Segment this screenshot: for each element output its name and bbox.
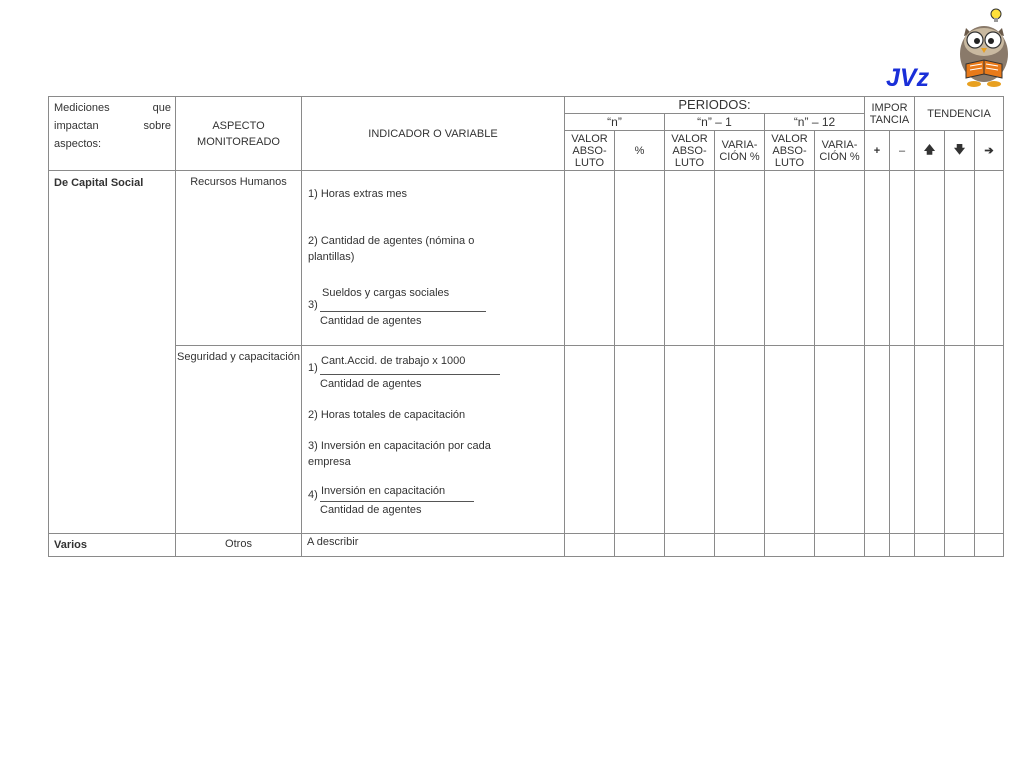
trend-down-arrow-icon: 🡇 <box>945 131 975 171</box>
header-tendencia: TENDENCIA <box>915 97 1004 131</box>
fraction-bar <box>320 501 474 502</box>
importance-plus: + <box>865 131 890 171</box>
fraction-bar <box>320 311 486 312</box>
logo <box>884 6 1024 92</box>
header-indicador: INDICADOR O VARIABLE <box>302 97 565 171</box>
fraction-bar <box>320 374 500 375</box>
indicator-4-denominator: Cantidad de agentes <box>320 504 422 516</box>
aspect-seguridad-capacitacion: Seguridad y capacitación <box>176 346 302 534</box>
indicator-a-describir: A describir <box>302 534 565 557</box>
indicator-cantidad-agentes-line2: plantillas) <box>308 251 355 263</box>
indicator-inversion-line1: 3) Inversión en capacitación por cada <box>308 440 491 452</box>
trend-up-arrow-icon: 🡅 <box>915 131 945 171</box>
header-period-n-1: “n” – 1 <box>665 114 765 131</box>
row-recursos-humanos <box>49 171 1004 346</box>
header-aspecto: ASPECTO MONITOREADO <box>176 97 302 171</box>
row-varios <box>49 534 1004 557</box>
importance-minus: – <box>890 131 915 171</box>
indicator-1-numerator: Cant.Accid. de trabajo x 1000 <box>321 355 466 367</box>
monitoring-table <box>48 96 1004 557</box>
indicator-3-prefix: 3) <box>308 299 318 311</box>
header-periodos: PERIODOS: <box>565 97 865 114</box>
indicator-4-numerator: Inversión en capacitación <box>321 485 446 497</box>
row-seguridad-capacitacion <box>49 346 1004 534</box>
owl-mascot-image <box>952 6 1018 90</box>
indicator-horas-capacitacion: 2) Horas totales de capacitación <box>308 409 466 421</box>
indicators-seguridad-capacitacion <box>302 346 565 534</box>
category-varios: Varios <box>49 534 176 557</box>
aspect-recursos-humanos: Recursos Humanos <box>176 171 302 346</box>
header-variacion: VARIA- CIÓN % <box>815 131 865 171</box>
header-valor-absoluto: VALOR ABSO- LUTO <box>665 131 715 171</box>
header-period-n: “n” <box>565 114 665 131</box>
indicator-cantidad-agentes-line1: 2) Cantidad de agentes (nómina o <box>308 235 475 247</box>
aspect-otros: Otros <box>176 534 302 557</box>
indicator-3-denominator: Cantidad de agentes <box>320 315 422 327</box>
header-valor-absoluto: VALOR ABSO- LUTO <box>565 131 615 171</box>
header-importancia: IMPOR TANCIA <box>865 97 915 131</box>
indicator-1-prefix: 1) <box>308 362 318 374</box>
header-period-n-12: “n” – 12 <box>765 114 865 131</box>
indicator-4-prefix: 4) <box>308 489 318 501</box>
indicator-horas-extras: 1) Horas extras mes <box>308 188 408 200</box>
header-percent: % <box>615 131 665 171</box>
indicator-inversion-line2: empresa <box>308 456 351 468</box>
header-variacion: VARIA- CIÓN % <box>715 131 765 171</box>
trend-right-arrow-icon: ➔ <box>975 131 1004 171</box>
indicators-recursos-humanos <box>302 171 565 346</box>
header-mediciones: Mediciones que impactan sobre aspectos: <box>49 97 176 171</box>
logo-text: JVz <box>886 64 930 92</box>
category-capital-social: De Capital Social <box>49 171 176 534</box>
indicator-grid <box>48 96 1004 557</box>
indicator-3-numerator: Sueldos y cargas sociales <box>322 287 450 299</box>
indicator-1-denominator: Cantidad de agentes <box>320 378 422 390</box>
header-valor-absoluto: VALOR ABSO- LUTO <box>765 131 815 171</box>
